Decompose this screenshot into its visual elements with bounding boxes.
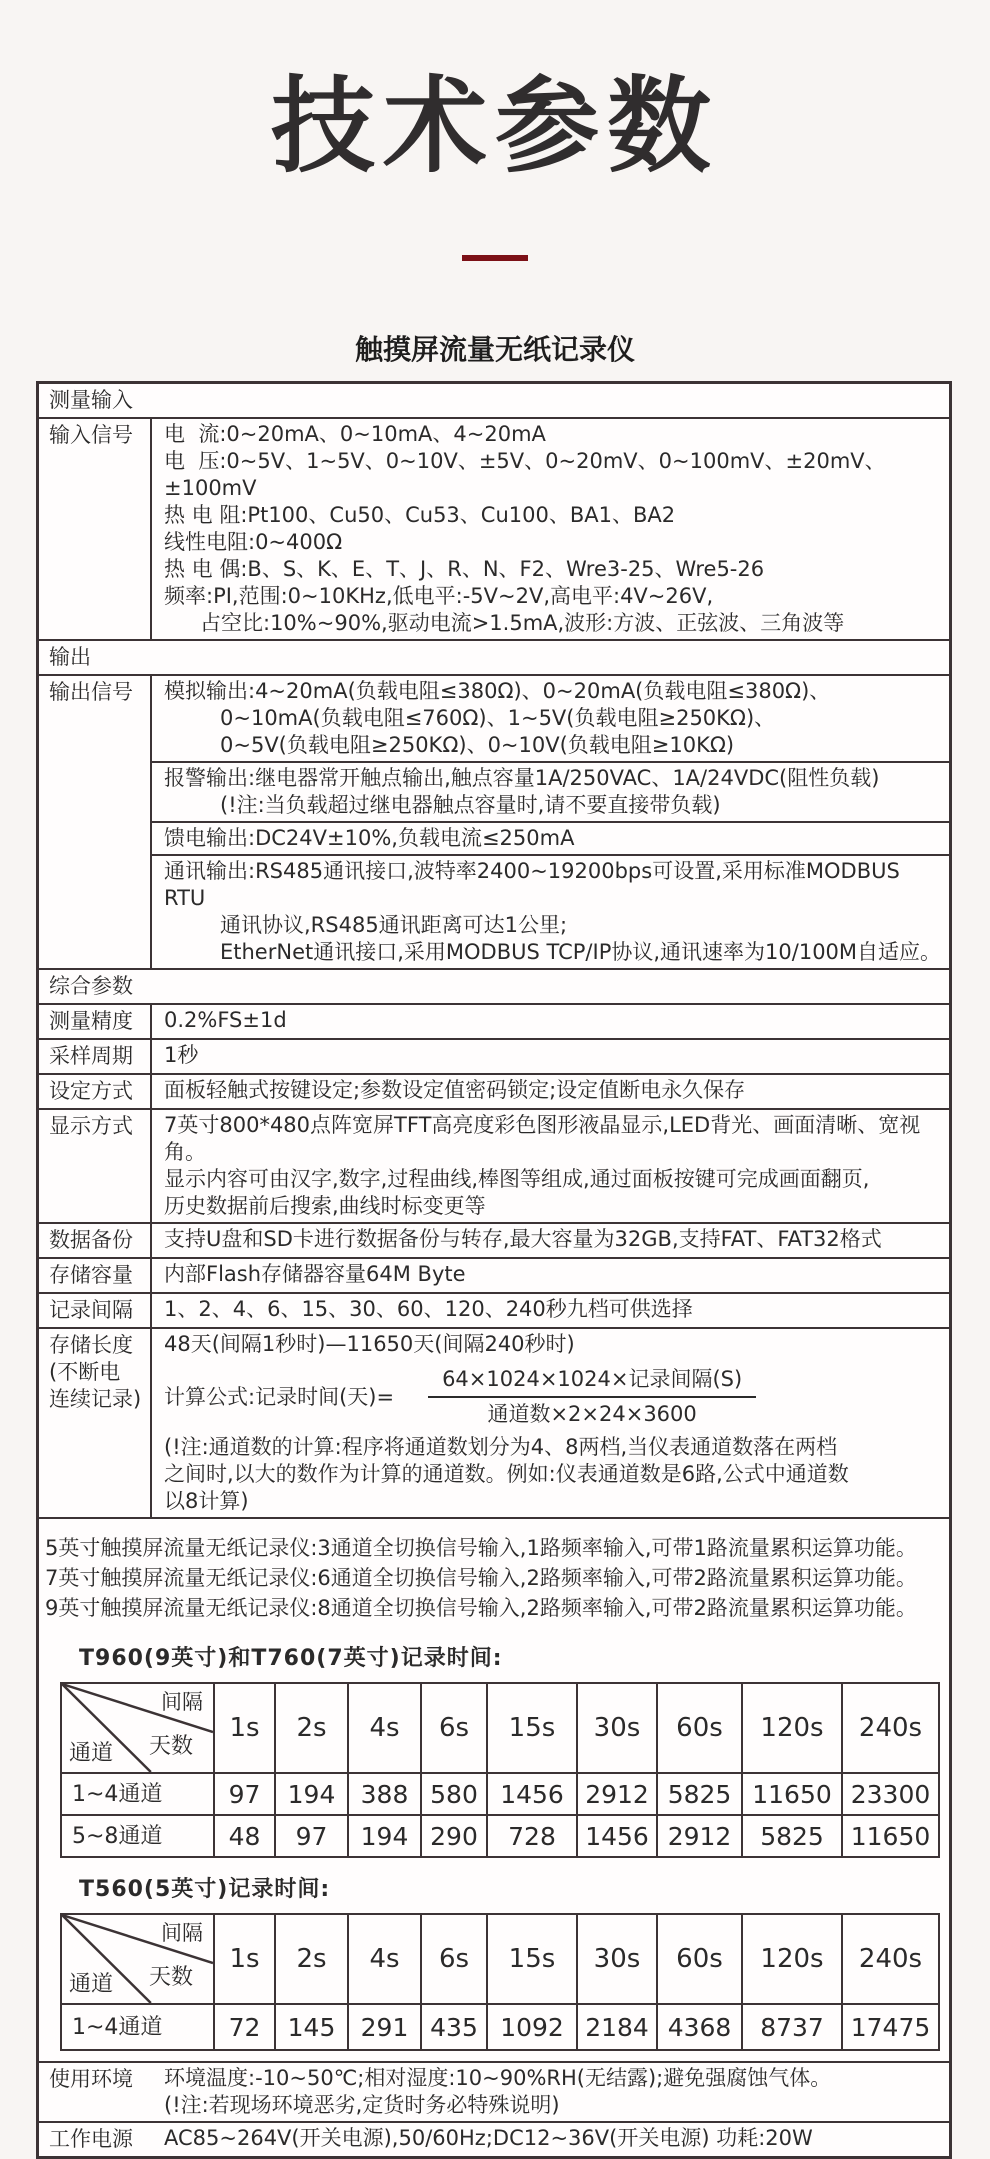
record-table-row	[61, 1815, 939, 1857]
spec-table	[36, 381, 952, 2159]
column-header: 15s	[487, 1683, 577, 1773]
record-table-t960-t760	[60, 1682, 940, 1858]
product-subtitle: 触摸屏流量无纸记录仪	[354, 333, 635, 367]
row-input-signal	[39, 417, 949, 639]
record-value: 1456	[577, 1815, 657, 1857]
record-value: 145	[275, 2004, 348, 2050]
formula-denominator: 通道数×2×24×3600	[487, 1402, 697, 1427]
backup-value: 支持U盘和SD卡进行数据备份与转存,最大容量为32GB,支持FAT、FAT32格式	[164, 1227, 882, 1252]
diagonal-corner-cell	[61, 1683, 214, 1773]
row-label: 1~4通道	[61, 2004, 214, 2050]
output-signal-content	[152, 676, 949, 968]
row-general-header	[39, 968, 949, 1003]
display-line: 7英寸800*480点阵宽屏TFT高亮度彩色图形液晶显示,LED背光、画面清晰、宽视角。	[164, 1113, 921, 1165]
column-header: 240s	[842, 1914, 939, 2004]
storage-length-label-line: 存储长度	[49, 1333, 133, 1358]
capacity-value: 内部Flash存储器容量64M Byte	[164, 1262, 466, 1287]
comm-output-line: EtherNet通讯接口,采用MODBUS TCP/IP协议,通讯速率为10/100M自适应。	[220, 940, 942, 965]
column-header: 4s	[348, 1914, 421, 2004]
column-header: 30s	[577, 1683, 657, 1773]
input-signal-line: 电 流:0~20mA、0~10mA、4~20mA	[164, 422, 546, 447]
storage-note-line: (!注:通道数的计算:程序将通道数划分为4、8两档,当仪表通道数落在两档	[164, 1435, 838, 1460]
analog-output-line: 模拟输出:4~20mA(负载电阻≤380Ω)、0~20mA(负载电阻≤380Ω)、	[164, 679, 831, 704]
record-value: 1456	[487, 1773, 577, 1815]
record-value: 290	[421, 1815, 487, 1857]
record-value: 8737	[742, 2004, 842, 2050]
model-description: 9英寸触摸屏流量无纸记录仪:8通道全切换信号输入,2路频率输入,可带2路流量累积运算功能。	[45, 1596, 917, 1621]
section-header-general: 综合参数	[49, 974, 133, 999]
column-header: 120s	[742, 1914, 842, 2004]
page-title: 技术参数	[270, 65, 719, 187]
record-value: 72	[214, 2004, 275, 2050]
row-display	[39, 1108, 949, 1222]
row-sampling	[39, 1038, 949, 1073]
corner-days-label: 天数	[148, 1965, 193, 1991]
corner-channel-label: 通道	[69, 1741, 114, 1767]
accuracy-value: 0.2%FS±1d	[164, 1008, 287, 1033]
storage-note-line: 之间时,以大的数作为计算的通道数。例如:仪表通道数是6路,公式中通道数	[164, 1462, 849, 1487]
setting-value: 面板轻触式按键设定;参数设定值密码锁定;设定值断电永久保存	[164, 1078, 746, 1103]
comm-output-line: 通讯协议,RS485通讯距离可达1公里;	[220, 913, 568, 938]
record-value: 97	[275, 1815, 348, 1857]
corner-channel-label: 通道	[69, 1972, 114, 1998]
record-value: 48	[214, 1815, 275, 1857]
power-value: AC85~264V(开关电源),50/60Hz;DC12~36V(开关电源) 功耗:20W	[164, 2126, 813, 2151]
column-header: 15s	[487, 1914, 577, 2004]
column-header: 120s	[742, 1683, 842, 1773]
comm-output-cell	[152, 854, 949, 968]
input-signal-line: 线性电阻:0~400Ω	[164, 530, 343, 555]
row-models-and-tables	[39, 1517, 949, 2061]
record-value: 2912	[577, 1773, 657, 1815]
record-table-row	[61, 1773, 939, 1815]
record-value: 4368	[657, 2004, 742, 2050]
column-header: 1s	[214, 1914, 275, 2004]
storage-range: 48天(间隔1秒时)—11650天(间隔240秒时)	[164, 1332, 575, 1357]
formula-numerator: 64×1024×1024×记录间隔(S)	[428, 1366, 756, 1398]
sampling-label: 采样周期	[39, 1040, 152, 1073]
column-header: 60s	[657, 1683, 742, 1773]
record-table-heading-t560: T560(5英寸)记录时间:	[79, 1877, 331, 1903]
corner-interval-label: 间隔	[161, 1690, 203, 1715]
formula-fraction	[428, 1366, 756, 1428]
column-header: 4s	[348, 1683, 421, 1773]
record-value: 194	[348, 1815, 421, 1857]
environment-label: 使用环境	[49, 2067, 133, 2092]
record-value: 728	[487, 1815, 577, 1857]
alarm-output-cell	[152, 761, 949, 821]
record-value: 291	[348, 2004, 421, 2050]
sampling-value: 1秒	[164, 1043, 199, 1068]
row-backup	[39, 1222, 949, 1257]
storage-length-content	[152, 1329, 949, 1517]
row-capacity	[39, 1257, 949, 1292]
storage-formula	[164, 1366, 943, 1428]
environment-line: 环境温度:-10~50℃;相对湿度:10~90%RH(无结露);避免强腐蚀气体。	[164, 2066, 832, 2091]
alarm-output-line: 报警输出:继电器常开触点输出,触点容量1A/250VAC、1A/24VDC(阻性负载)	[164, 766, 880, 791]
record-table-header-row	[61, 1914, 939, 2004]
backup-label: 数据备份	[39, 1224, 152, 1257]
storage-length-label	[39, 1329, 152, 1517]
display-label: 显示方式	[39, 1110, 152, 1222]
input-signal-label: 输入信号	[39, 419, 152, 639]
input-signal-line: 热 电 偶:B、S、K、E、T、J、R、N、F2、Wre3-25、Wre5-26	[164, 557, 765, 582]
column-header: 6s	[421, 1683, 487, 1773]
row-label: 5~8通道	[61, 1815, 214, 1857]
column-header: 2s	[275, 1914, 348, 2004]
interval-label: 记录间隔	[39, 1294, 152, 1327]
record-table-row	[61, 2004, 939, 2050]
section-header-output: 输出	[49, 645, 91, 670]
accuracy-label: 测量精度	[39, 1005, 152, 1038]
analog-output-line: 0~5V(负载电阻≥250KΩ)、0~10V(负载电阻≥10KΩ)	[220, 733, 735, 758]
title-divider	[462, 255, 528, 261]
formula-prefix: 计算公式:记录时间(天)=	[164, 1384, 395, 1409]
record-value: 2184	[577, 2004, 657, 2050]
row-output-signal	[39, 674, 949, 968]
record-value: 194	[275, 1773, 348, 1815]
diagonal-corner-cell	[61, 1914, 214, 2004]
display-line: 显示内容可由汉字,数字,过程曲线,棒图等组成,通过面板按键可完成画面翻页,	[164, 1167, 870, 1192]
column-header: 240s	[842, 1683, 939, 1773]
row-accuracy	[39, 1003, 949, 1038]
input-signal-line: 频率:PI,范围:0~10KHz,低电平:-5V~2V,高电平:4V~26V,	[164, 584, 714, 609]
feed-output-line: 馈电输出:DC24V±10%,负载电流≤250mA	[164, 826, 575, 851]
record-value: 580	[421, 1773, 487, 1815]
analog-output-line: 0~10mA(负载电阻≤760Ω)、1~5V(负载电阻≥250KΩ)、	[220, 706, 776, 731]
row-measure-input-header	[39, 384, 949, 417]
row-label: 1~4通道	[61, 1773, 214, 1815]
alarm-output-line: (!注:当负载超过继电器触点容量时,请不要直接带负载)	[220, 793, 721, 818]
record-value: 435	[421, 2004, 487, 2050]
feed-output-cell	[152, 821, 949, 854]
record-table-header-row	[61, 1683, 939, 1773]
model-description: 5英寸触摸屏流量无纸记录仪:3通道全切换信号输入,1路频率输入,可带1路流量累积运算功能。	[45, 1536, 917, 1561]
record-value: 97	[214, 1773, 275, 1815]
environment-line: (!注:若现场环境恶劣,定货时务必特殊说明)	[164, 2093, 560, 2118]
row-environment	[39, 2061, 949, 2121]
row-interval	[39, 1292, 949, 1327]
capacity-label: 存储容量	[39, 1259, 152, 1292]
record-value: 1092	[487, 2004, 577, 2050]
analog-output-cell	[152, 676, 949, 761]
storage-length-label-line: 连续记录)	[49, 1387, 142, 1412]
column-header: 1s	[214, 1683, 275, 1773]
column-header: 6s	[421, 1914, 487, 2004]
record-value: 388	[348, 1773, 421, 1815]
record-value: 2912	[657, 1815, 742, 1857]
row-storage-length	[39, 1327, 949, 1517]
record-table-heading-t960-t760: T960(9英寸)和T760(7英寸)记录时间:	[79, 1646, 503, 1672]
input-signal-line: 热 电 阻:Pt100、Cu50、Cu53、Cu100、BA1、BA2	[164, 503, 676, 528]
column-header: 2s	[275, 1683, 348, 1773]
row-setting	[39, 1073, 949, 1108]
display-content	[152, 1110, 949, 1222]
corner-days-label: 天数	[148, 1734, 193, 1760]
input-signal-content	[152, 419, 949, 639]
section-header-measure-input: 测量输入	[49, 388, 133, 413]
record-value: 11650	[842, 1815, 939, 1857]
column-header: 60s	[657, 1914, 742, 2004]
output-signal-label: 输出信号	[39, 676, 152, 968]
corner-interval-label: 间隔	[161, 1921, 203, 1946]
environment-content	[152, 2063, 949, 2121]
record-value: 5825	[742, 1815, 842, 1857]
models-tables-cell	[39, 1519, 949, 2061]
model-description: 7英寸触摸屏流量无纸记录仪:6通道全切换信号输入,2路频率输入,可带2路流量累积运算功能。	[45, 1566, 917, 1591]
record-value: 17475	[842, 2004, 939, 2050]
setting-label: 设定方式	[39, 1075, 152, 1108]
record-value: 11650	[742, 1773, 842, 1815]
interval-value: 1、2、4、6、15、30、60、120、240秒九档可供选择	[164, 1297, 693, 1322]
record-value: 5825	[657, 1773, 742, 1815]
row-output-header	[39, 639, 949, 674]
column-header: 30s	[577, 1914, 657, 2004]
input-signal-line: 电 压:0~5V、1~5V、0~10V、±5V、0~20mV、0~100mV、±20mV、±100mV	[164, 449, 886, 501]
storage-note-line: 以8计算)	[164, 1489, 249, 1514]
power-label: 工作电源	[49, 2127, 133, 2152]
record-value: 23300	[842, 1773, 939, 1815]
record-table-t560	[60, 1913, 940, 2051]
storage-length-label-line: (不断电	[49, 1360, 121, 1385]
comm-output-line: 通讯输出:RS485通讯接口,波特率2400~19200bps可设置,采用标准MODBUS RTU	[164, 859, 907, 911]
input-signal-line: 占空比:10%~90%,驱动电流>1.5mA,波形:方波、正弦波、三角波等	[200, 611, 845, 636]
display-line: 历史数据前后搜索,曲线时标变更等	[164, 1194, 486, 1219]
